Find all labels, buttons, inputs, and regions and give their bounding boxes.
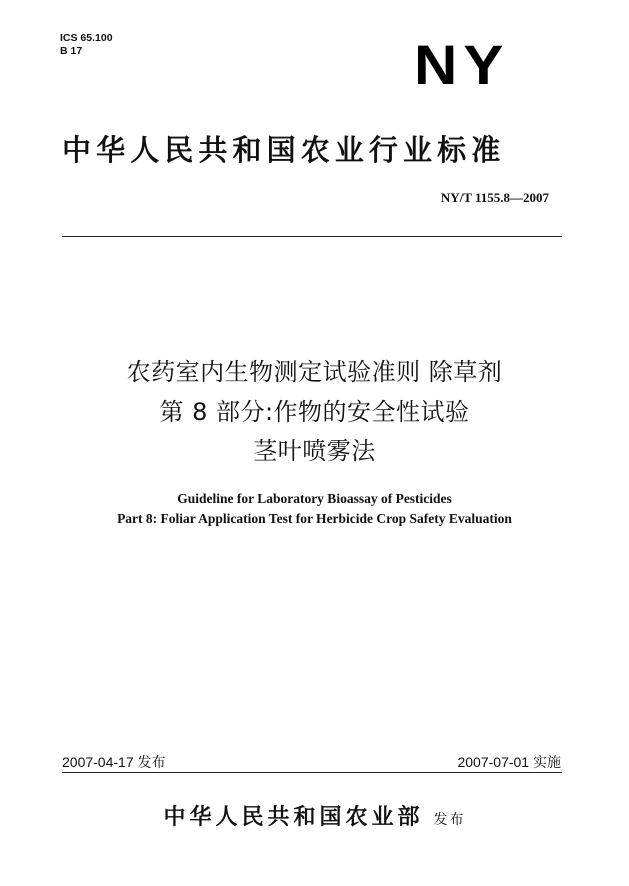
class-code: B 17 [60,45,83,57]
chinese-title-line-1: 农药室内生物测定试验准则 除草剂 [126,358,503,386]
classification-codes [60,32,113,58]
chinese-title-line-3: 茎叶喷雾法 [253,437,376,465]
effective-date: 2007-07-01 实施 [457,754,561,770]
english-title-line-2: Part 8: Foliar Application Test for Herbicide Crop Safety Evaluation [117,511,512,526]
ny-logo: NY [414,34,510,96]
standard-number: NY/T 1155.8—2007 [440,190,549,205]
ics-code: ICS 65.100 [60,32,113,44]
standard-category-title: 中华人民共和国农业行业标准 [62,133,506,167]
chinese-title-line-2: 第 8 部分:作物的安全性试验 [159,398,470,426]
header-divider [62,236,562,237]
issue-date: 2007-04-17 发布 [62,754,166,770]
publisher-line [0,800,629,831]
english-title-line-1: Guideline for Laboratory Bioassay of Pesticides [177,491,452,506]
publisher-name: 中华人民共和国农业部 [163,804,424,830]
publish-action: 发布 [433,812,466,828]
date-divider [62,772,562,773]
